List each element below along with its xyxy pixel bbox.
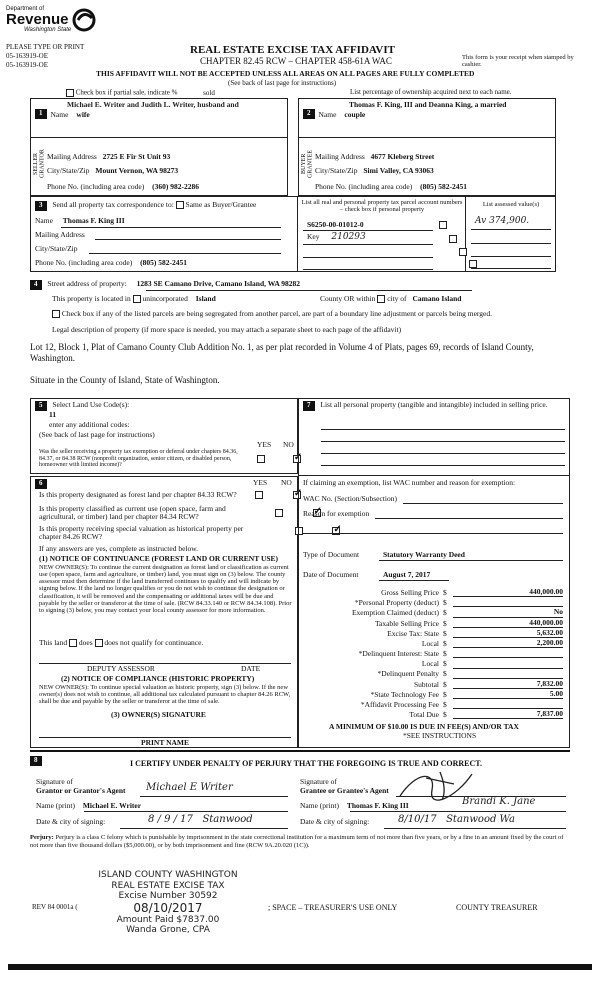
buyer-addr-label: Mailing Address <box>315 152 365 161</box>
section-6-badge: 6 <box>35 479 47 489</box>
buyer-addr[interactable]: 4677 Kleberg Street <box>370 152 435 161</box>
key-row <box>307 233 366 243</box>
tax-corr-phone-row <box>35 259 187 267</box>
minimum-note: A MINIMUM OF $10.00 IS DUE IN FEE(S) AND/OR TAX <box>329 722 519 731</box>
tax-row-value[interactable]: 5.00 <box>453 690 563 699</box>
form-code-1: 05-163919-OE <box>6 52 48 60</box>
treasurer-space: ; SPACE – TREASURER'S USE ONLY <box>268 903 398 912</box>
tax-row-value[interactable]: 440,000.00 <box>453 619 563 628</box>
section-3-badge: 3 <box>35 201 47 211</box>
section-2-badge: 2 <box>303 109 315 119</box>
tax-row-label: Local <box>421 638 439 648</box>
doc-type[interactable]: Statutory Warranty Deed <box>383 550 465 559</box>
buyer-side-label: BUYER GRANTEE <box>301 150 314 178</box>
stamp-line4: 08/10/2017 <box>133 900 203 915</box>
tax-row-label: Excise Tax: State <box>387 628 439 638</box>
grantee-date-label: Date & city of signing: <box>300 817 370 826</box>
buyer-phone[interactable]: (805) 582-2451 <box>420 182 468 191</box>
percent-list-note: List percentage of ownership acquired next to each name. <box>350 88 512 96</box>
stamp-line5: Amount Paid $7837.00 <box>116 914 220 925</box>
forest-section <box>30 476 298 748</box>
sec5-no: NO <box>283 440 294 449</box>
forest-yes-checkbox[interactable] <box>255 491 263 499</box>
seller-addr-label: Mailing Address <box>47 152 97 161</box>
sec6-yes: YES <box>253 478 268 487</box>
located-row <box>52 295 216 303</box>
tax-row-label: Gross Selling Price <box>381 587 439 597</box>
tax-row-currency: $ <box>443 710 447 720</box>
notice1-title: (1) NOTICE OF CONTINUANCE (FOREST LAND OR CURRENT USE) <box>39 554 279 563</box>
located-label: This property is located in <box>52 294 131 303</box>
tax-row-label: *State Technology Fee <box>370 689 439 699</box>
tax-row <box>303 648 567 658</box>
selling-price-section <box>298 398 570 748</box>
rev-code: REV 84 0001a ( <box>32 903 78 911</box>
tax-row <box>303 607 567 617</box>
grantor-sig-label-2: Grantor or Grantor's Agent <box>36 786 126 795</box>
additional-codes: enter any additional codes: <box>49 420 130 429</box>
tax-row-currency: $ <box>443 608 447 618</box>
tax-corr-phone[interactable]: (805) 582-2451 <box>140 258 188 267</box>
unincorporated-checkbox[interactable] <box>133 295 141 303</box>
key-value[interactable]: 210293 <box>331 232 366 242</box>
tax-row <box>303 587 567 597</box>
buyer-city[interactable]: Simi Valley, CA 93063 <box>363 166 434 175</box>
parcel-header: List all real and personal property tax parcel account numbers – check box if personal property <box>301 199 463 214</box>
grantee-name-label: Name (print) <box>300 801 339 810</box>
buyer-phone-row <box>315 183 467 191</box>
form-code-2: 05-163919-OE <box>6 61 48 69</box>
tax-row-currency: $ <box>443 649 447 659</box>
seller-city[interactable]: Mount Vernon, WA 98273 <box>95 166 179 175</box>
qualify-row <box>39 639 203 647</box>
sec5-yes: YES <box>257 440 272 449</box>
notice2-title: (2) NOTICE OF COMPLIANCE (HISTORIC PROPERTY) <box>61 674 255 683</box>
seller-phone-row <box>47 183 199 191</box>
grantor-sig-label-1: Signature of <box>36 777 73 786</box>
tax-row-label: *Affidavit Processing Fee <box>360 700 439 709</box>
dor-logo <box>6 6 116 42</box>
grantee-agent-signature[interactable]: Brandi K. Jane <box>462 796 536 807</box>
buyer-city-label: City/State/Zip <box>315 166 358 175</box>
tax-row <box>303 597 567 607</box>
form-title: REAL ESTATE EXCISE TAX AFFIDAVIT <box>190 44 395 56</box>
land-use-label: Select Land Use Code(s): <box>52 400 130 409</box>
land-use-code[interactable]: 11 <box>49 410 57 419</box>
print-name-label: PRINT NAME <box>141 738 189 747</box>
if-yes-note: If any answers are yes, complete as instructed below. <box>39 544 199 553</box>
sec7-header <box>303 401 565 411</box>
q-current-use: Is this property classified as current use (open space, farm and agricultural, or timber) land per chapter 84.34 RCW? <box>39 504 226 522</box>
tax-row <box>303 628 567 638</box>
tax-row-currency: $ <box>443 679 447 689</box>
sold-label: sold <box>203 88 215 97</box>
stamp-line2: REAL ESTATE EXCISE TAX <box>111 880 225 891</box>
seller-phone[interactable]: (360) 982-2286 <box>152 182 200 191</box>
assessed-value[interactable]: Av 374,900. <box>475 216 530 226</box>
same-as-buyer-label: Same as Buyer/Grantee <box>185 200 257 209</box>
see-back: (See back of last page for instructions) <box>228 79 337 87</box>
parcel-personal-checkbox-2[interactable] <box>449 235 457 243</box>
tax-row <box>303 679 567 689</box>
tax-row <box>303 638 567 648</box>
tax-row-currency: $ <box>443 659 447 669</box>
notice1-body: NEW OWNER(S): To continue the current designation as forest land or classification as current use (open space, farm and agriculture, or timber) land, you must sign on (3) below. The county assessor must then determine if the land transferred continues to qualify and will indicate by signing below. If the land no longer qualifies or you do not wish to continue the designation or classification, it will be removed and the compensating or additional taxes will be due and payable by the seller or transferor at the time of sale. (RCW 84.33.140 or RCW 84.34.108). Prior to signing (3) below, you may contact your local county assessor for more information. <box>39 564 292 614</box>
buyer-phone-label: Phone No. (including area code) <box>315 182 413 191</box>
notice2-body: NEW OWNER(S): To continue special valuation as historic property, sign (3) below. If the new owner(s) does not wish to continue, all additional tax calculated pursuant to chapter 84.26 RCW, shall be due and payable by the seller or transferor at the time of sale. <box>39 684 291 706</box>
seller-name-row <box>35 101 285 119</box>
tax-row-currency: $ <box>443 700 447 709</box>
seller-addr[interactable]: 2725 E Fir St Unit 93 <box>102 152 171 161</box>
segregated-label: Check box if any of the listed parcels are being segregated from another parcel, are part of a boundary line adjustment or parcels being merged. <box>61 309 492 318</box>
partial-sale-row <box>66 89 215 97</box>
q-forest: Is this property designated as forest land per chapter 84.33 RCW? <box>39 490 237 499</box>
tax-row-label: Local <box>421 659 439 669</box>
receipt-note: This form is your receipt when stamped by cashier. <box>462 54 574 69</box>
tax-corr-header <box>35 201 256 211</box>
city-of-checkbox[interactable] <box>377 295 385 303</box>
tax-row-value[interactable] <box>453 668 563 669</box>
doc-date[interactable]: August 7, 2017 <box>383 570 431 579</box>
doc-date-label: Date of Document <box>303 570 359 579</box>
personal-property-label: List all personal property (tangible and intangible) included in selling price. <box>320 400 548 409</box>
partial-sale-checkbox[interactable] <box>66 89 74 97</box>
exemption-question: Was the seller receiving a property tax exemption or deferral under chapters 84.36, 84.37, or 84.38 RCW (nonprofit organization, senior citizen, or disabled person, homeowner with limited income)? <box>39 449 238 469</box>
perjury-text: Perjury is a class C felony which is punishable by imprisonment in the state correctional institution for a maximum term of not more than five years, or by a fine in an amount fixed by the court of not more than five thousand dollars ($5,000.00), or by both imprisonment and fine (RCW 9A.20.020 (1C)). <box>30 834 564 849</box>
seller-addr-row <box>47 153 170 161</box>
tax-row-value[interactable]: 440,000.00 <box>453 588 563 597</box>
tax-row-label: *Delinquent Penalty <box>377 669 439 679</box>
tax-row-label: *Delinquent Interest: State <box>358 649 439 659</box>
legal-description[interactable]: Lot 12, Block 1, Plat of Camano County Club Addition No. 1, as per plat recorded in Volume 4 of Plats, pages 69, records of Island County, Washington. <box>30 342 534 363</box>
seller-city-label: City/State/Zip <box>47 166 90 175</box>
grantee-sig-label-2: Grantee or Grantee's Agent <box>300 786 389 795</box>
exemption-label: If claiming an exemption, list WAC number and reason for exemption: <box>303 478 516 487</box>
tax-row <box>303 689 567 699</box>
seller-city-row <box>47 167 178 175</box>
tax-row-currency: $ <box>443 598 447 608</box>
tax-row-currency: $ <box>443 618 447 628</box>
tax-row-value[interactable]: 7,837.00 <box>453 710 563 719</box>
land-use-section <box>30 398 298 474</box>
buyer-name-row <box>303 101 553 119</box>
tax-corr-name-row <box>35 217 125 225</box>
segregated-checkbox[interactable] <box>52 310 60 318</box>
wac-label: WAC No. (Section/Subsection) <box>303 494 397 503</box>
buyer-addr-row <box>315 153 434 161</box>
situate[interactable]: Situate in the County of Island, State of Washington. <box>30 375 220 385</box>
buyer-name-line2[interactable]: couple <box>344 109 366 119</box>
county-treasurer: COUNTY TREASURER <box>456 903 538 912</box>
tax-row-value[interactable] <box>453 657 563 658</box>
county-value[interactable]: Island <box>195 294 216 303</box>
tax-row-label: *Personal Property (deduct) <box>354 598 439 608</box>
doc-type-label: Type of Document <box>303 550 360 559</box>
tax-corr-name[interactable]: Thomas F. King III <box>62 216 125 225</box>
stamp-line6: Wanda Grone, CPA <box>126 925 210 935</box>
parcel-personal-checkbox-1[interactable] <box>439 221 447 229</box>
tax-row <box>303 658 567 668</box>
tax-row-currency: $ <box>443 669 447 679</box>
grantee-date[interactable]: 8/10/17 Stanwood Wa <box>398 814 515 825</box>
tax-row-label: Subtotal <box>413 679 439 689</box>
tax-corr-name-label: Name <box>35 216 53 225</box>
tax-row <box>303 669 567 679</box>
reason-label: Reason for exemption <box>303 509 370 518</box>
tax-corr-addr-label: Mailing Address <box>35 230 85 239</box>
stamp-line3: Excise Number 30592 <box>118 891 218 901</box>
city-row <box>320 295 461 303</box>
tax-row-currency: $ <box>443 587 447 597</box>
land-use-seeback: (See back of last page for instructions) <box>39 430 155 439</box>
buyer-city-row <box>315 167 434 175</box>
city-value[interactable]: Camano Island <box>412 294 462 303</box>
tax-row-value[interactable]: 2,200.00 <box>453 639 563 648</box>
city-of-label: city of <box>387 294 407 303</box>
seller-side-label: SELLER GRANTOR <box>33 149 46 179</box>
q-historic: Is this property receiving special valuation as historical property per chapter 84.26 RCW? <box>39 524 244 542</box>
tax-corr-label: Send all property tax correspondence to: <box>52 200 174 209</box>
seller-name-line2[interactable]: wife <box>76 109 90 119</box>
certify-row <box>30 756 46 766</box>
seller-phone-label: Phone No. (including area code) <box>47 182 145 191</box>
buyer-name-line1[interactable]: Thomas F. King, III and Deanna King, a married <box>349 100 507 109</box>
street-address[interactable]: 1283 SE Camano Drive, Camano Island, WA 98282 <box>136 279 301 288</box>
tax-table <box>303 587 567 719</box>
parcel-personal-checkbox-3[interactable] <box>459 248 467 256</box>
tax-row <box>303 699 567 709</box>
does-not-checkbox[interactable] <box>95 639 103 647</box>
bottom-bar <box>8 964 592 970</box>
this-land-label: This land <box>39 638 68 647</box>
grantor-name-row <box>36 802 141 810</box>
sec6-header <box>35 479 51 489</box>
county-or-within: County OR within <box>320 294 376 303</box>
certify-statement: I CERTIFY UNDER PENALTY OF PERJURY THAT THE FOREGOING IS TRUE AND CORRECT. <box>130 759 483 768</box>
grantor-date-label: Date & city of signing: <box>36 817 106 826</box>
tax-row-value[interactable]: No <box>453 608 563 617</box>
treasurer-stamp <box>88 870 248 936</box>
section-5-badge: 5 <box>35 401 47 411</box>
tax-row-label: Total Due <box>409 710 439 720</box>
grantee-name-row <box>300 802 409 810</box>
tax-row-label: Exemption Claimed (deduct) <box>351 608 439 618</box>
tax-row-label: Taxable Selling Price <box>374 618 439 628</box>
warning: THIS AFFIDAVIT WILL NOT BE ACCEPTED UNLESS ALL AREAS ON ALL PAGES ARE FULLY COMPLETED <box>96 69 475 78</box>
tax-row-currency: $ <box>443 638 447 648</box>
see-instructions: *SEE INSTRUCTIONS <box>403 731 477 740</box>
assessed-header: List assessed value(s) <box>482 201 540 208</box>
grantor-name-label: Name (print) <box>36 801 75 810</box>
seller-name-line1[interactable]: Michael E. Writer and Judith L. Writer, husband and <box>67 100 239 109</box>
grantee-sig-label-1: Signature of <box>300 777 337 786</box>
does-label: does <box>78 638 93 647</box>
dept-line1: Department of <box>6 6 45 12</box>
key-label: Key <box>307 232 320 241</box>
stamp-line1: ISLAND COUNTY WASHINGTON <box>98 870 238 880</box>
section-8-badge: 8 <box>30 756 42 766</box>
section-1-badge: 1 <box>35 109 47 119</box>
dor-swirl-icon <box>72 8 96 32</box>
grantee-name[interactable]: Thomas F. King III <box>346 801 409 810</box>
deputy-assessor: DEPUTY ASSESSOR <box>87 664 155 673</box>
dept-line3: Washington State <box>24 26 72 33</box>
sec5-yes-checkbox[interactable] <box>257 455 265 463</box>
segregated-row <box>52 310 492 318</box>
assessor-date: DATE <box>241 664 261 673</box>
current-use-yes-checkbox[interactable] <box>275 509 283 517</box>
tax-corr-city-label: City/State/Zip <box>35 244 78 253</box>
sec6-no: NO <box>281 478 292 487</box>
section-7-badge: 7 <box>303 401 315 411</box>
grantor-date[interactable]: 8 / 9 / 17 Stanwood <box>148 814 253 825</box>
tax-corr-phone-label: Phone No. (including area code) <box>35 258 133 267</box>
form-subtitle: CHAPTER 82.45 RCW – CHAPTER 458-61A WAC <box>200 56 392 66</box>
seller-name-label: Name <box>50 109 69 119</box>
grantor-name[interactable]: Michael E. Writer <box>82 801 142 810</box>
tax-row-value[interactable] <box>453 606 563 607</box>
perjury-row <box>30 834 570 850</box>
owner-signature-label: (3) OWNER(S) SIGNATURE <box>111 710 206 719</box>
dept-line2: Revenue <box>6 10 69 28</box>
please-type: PLEASE TYPE OR PRINT <box>6 43 85 51</box>
tax-row <box>303 618 567 628</box>
seller-section <box>30 98 288 196</box>
tax-row-currency: $ <box>443 628 447 638</box>
tax-correspondence-section <box>30 196 556 272</box>
legal-label: Legal description of property (if more space is needed, you may attach a separate sheet to each page of the affidavit) <box>52 325 402 334</box>
buyer-name-label: Name <box>318 109 337 119</box>
same-as-buyer-checkbox[interactable] <box>176 201 184 209</box>
partial-sale-label: Check box if partial sale, indicate % <box>75 88 178 97</box>
perjury-label: Perjury: <box>30 834 54 841</box>
parcel-number[interactable]: S6250-00-01012-0 <box>307 220 364 229</box>
grantor-signature[interactable]: Michael E Writer <box>146 782 233 793</box>
does-checkbox[interactable] <box>69 639 77 647</box>
buyer-section <box>298 98 556 196</box>
street-row <box>30 280 300 290</box>
tax-row <box>303 709 567 719</box>
tax-row-value[interactable]: 7,832.00 <box>453 680 563 689</box>
section-4-badge: 4 <box>30 280 42 290</box>
tax-row-currency: $ <box>443 689 447 699</box>
street-label: Street address of property: <box>47 279 127 288</box>
does-not-label: does not qualify for continuance. <box>104 638 204 647</box>
tax-row-value[interactable]: 5,632.00 <box>453 629 563 638</box>
unincorporated-label: unincorporated <box>142 294 188 303</box>
